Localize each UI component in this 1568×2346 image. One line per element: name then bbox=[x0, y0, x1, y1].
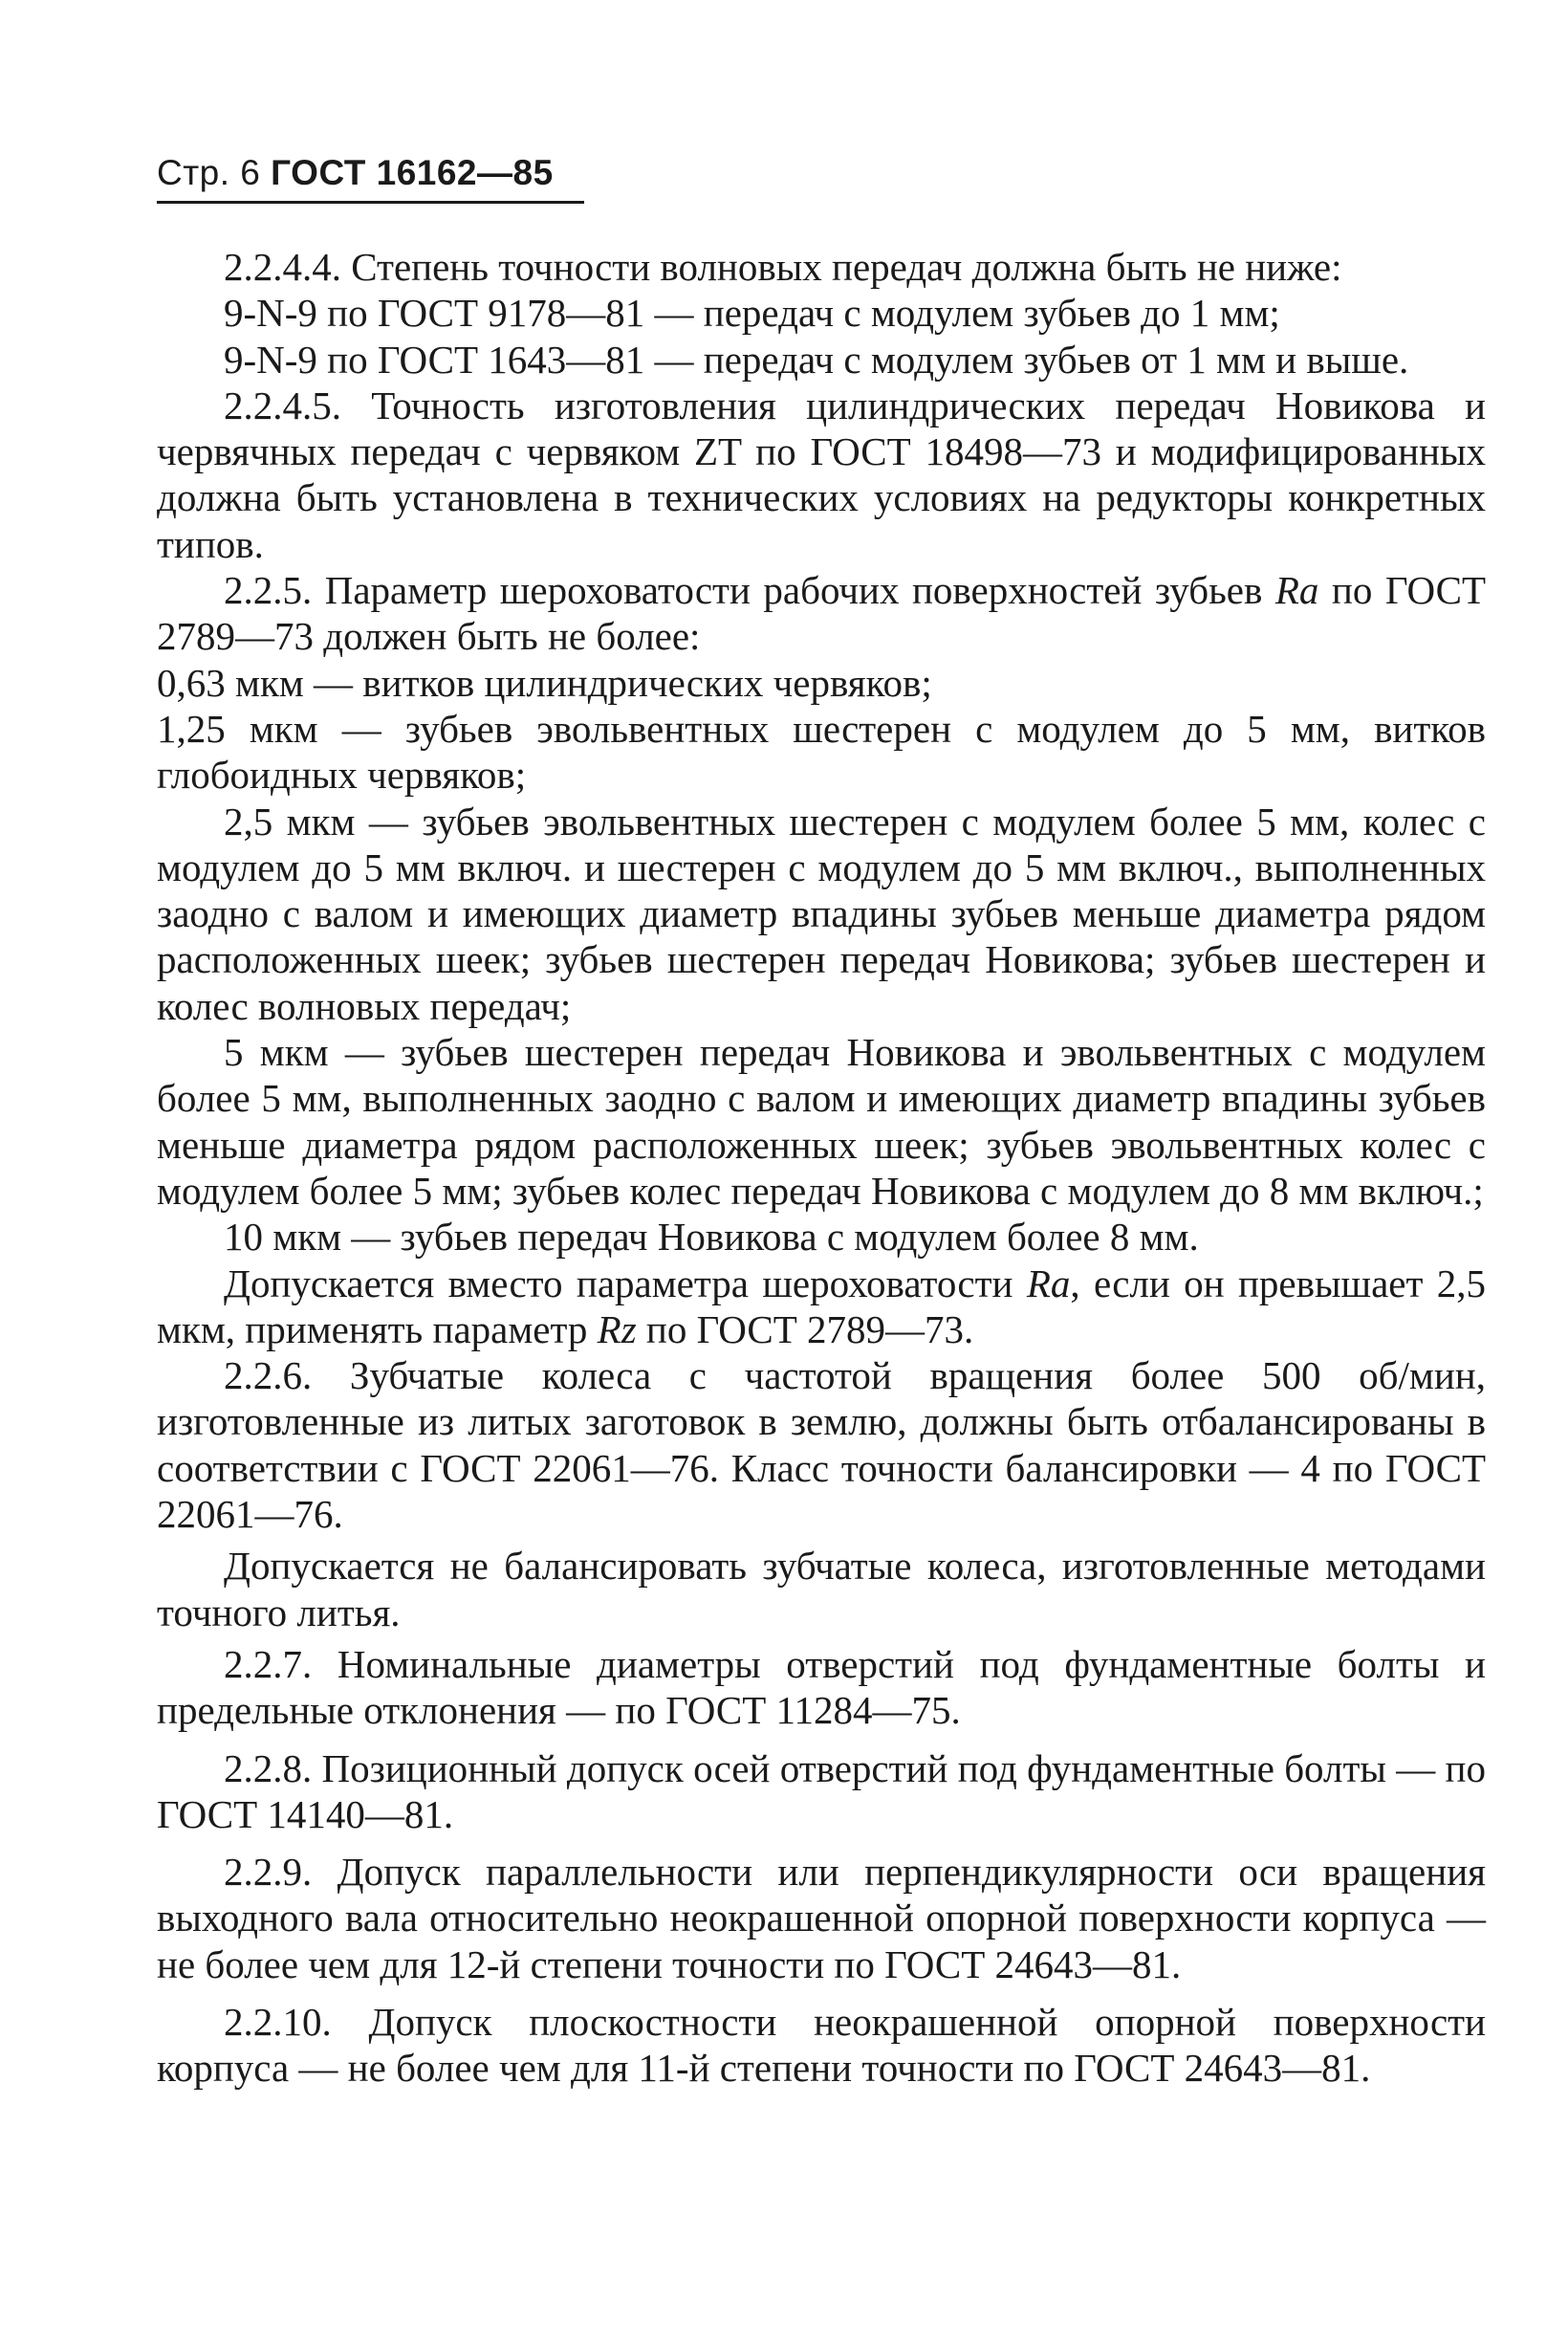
ra-symbol-2: Ra bbox=[1026, 1261, 1071, 1305]
paragraph-2-2-8: 2.2.8. Позиционный допуск осей отверстий под фундаментные болты — по ГОСТ 14140—81. bbox=[157, 1745, 1486, 1836]
rz-allowance-lead: Допускается вместо параметра шероховатости bbox=[224, 1261, 1027, 1305]
paragraph-2-2-10: 2.2.10. Допуск плоскостности неокрашенной опорной поверхности корпуса — не более чем для 11-й степени точности по ГОСТ 24643—81. bbox=[157, 1999, 1486, 2091]
document-body bbox=[157, 244, 1486, 2092]
paragraph-2-2-7: 2.2.7. Номинальные диаметры отверстий под фундаментные болты и предельные отклонения — по ГОСТ 11284—75. bbox=[157, 1641, 1486, 1733]
rz-allowance-mid: , если он превышает 2,5 мкм, применять параметр bbox=[157, 1261, 1486, 1351]
rz-symbol: Rz bbox=[597, 1306, 637, 1351]
paragraph-2-2-6: 2.2.6. Зубчатые колеса с частотой вращения более 500 об/мин, изготовленные из литых заготовок в землю, должны быть отбалансированы в соответствии с ГОСТ 22061—76. Класс точности балансировки — 4 по ГОСТ 22061—76. bbox=[157, 1353, 1486, 1537]
rz-allowance-tail: по ГОСТ 2789—73. bbox=[636, 1306, 974, 1351]
paragraph-2-2-5-lead: 2.2.5. Параметр шероховатости рабочих поверхностей зубьев bbox=[224, 568, 1263, 613]
paragraph-2-2-9: 2.2.9. Допуск параллельности или перпендикулярности оси вращения выходного вала относительно неокрашенной опорной поверхности корпуса — не более чем для 12-й степени точности по ГОСТ 24643—81. bbox=[157, 1850, 1486, 1986]
paragraph-2-2-5-tail: по ГОСТ 2789—73 должен быть не более: bbox=[157, 568, 1487, 659]
standard-number: ГОСТ 16162—85 bbox=[271, 153, 554, 192]
roughness-item-10: 10 мкм — зубьев передач Новикова с модулем более 8 мм. bbox=[224, 1215, 1199, 1260]
paragraph-9n9-1643: 9-N-9 по ГОСТ 1643—81 — передач с модулем зубьев от 1 мм и выше. bbox=[224, 337, 1409, 382]
paragraph-2-2-4-4: 2.2.4.4. Степень точности волновых передач должна быть не ниже: bbox=[224, 245, 1342, 289]
roughness-item-063: 0,63 мкм — витков цилиндрических червяков; bbox=[157, 660, 932, 705]
page-label: Стр. 6 bbox=[157, 153, 261, 192]
roughness-item-25: 2,5 мкм — зубьев эвольвентных шестерен с модулем более 5 мм, колес с модулем до 5 мм включ. и шестерен с модулем до 5 мм включ., выполненных заодно с валом и имеющих диаметр впадины зубьев меньше диаметра рядом расположенных шеек; зубьев шестерен передач Новикова; зубьев шестерен и колес волновых передач; bbox=[157, 799, 1486, 1028]
roughness-item-5: 5 мкм — зубьев шестерен передач Новикова и эвольвентных с модулем более 5 мм, выполненных заодно с валом и имеющих диаметр впадины зубьев меньше диаметра рядом расположенных шеек; зубьев эвольвентных колес с модулем более 5 мм; зубьев колес передач Новикова с модулем до 8 мм включ.; bbox=[157, 1030, 1486, 1213]
paragraph-balancing-allowance: Допускается не балансировать зубчатые колеса, изготовленные методами точного литья. bbox=[157, 1544, 1486, 1634]
paragraph-rz-allowance bbox=[157, 1261, 1486, 1353]
document-page bbox=[157, 153, 1486, 2092]
ra-symbol: Ra bbox=[1274, 568, 1319, 613]
roughness-item-125: 1,25 мкм — зубьев эвольвентных шестерен с модулем до 5 мм, витков глобоидных червяков; bbox=[157, 706, 1486, 798]
paragraph-2-2-4-5: 2.2.4.5. Точность изготовления цилиндрических передач Новикова и червячных передач с червяком ZT по ГОСТ 18498—73 и модифицированных должна быть установлена в технических условиях на редукторы конкретных типов. bbox=[157, 383, 1486, 566]
page-header bbox=[157, 153, 584, 204]
paragraph-9n9-9178: 9-N-9 по ГОСТ 9178—81 — передач с модулем зубьев до 1 мм; bbox=[224, 291, 1280, 336]
paragraph-2-2-5 bbox=[157, 567, 1486, 660]
